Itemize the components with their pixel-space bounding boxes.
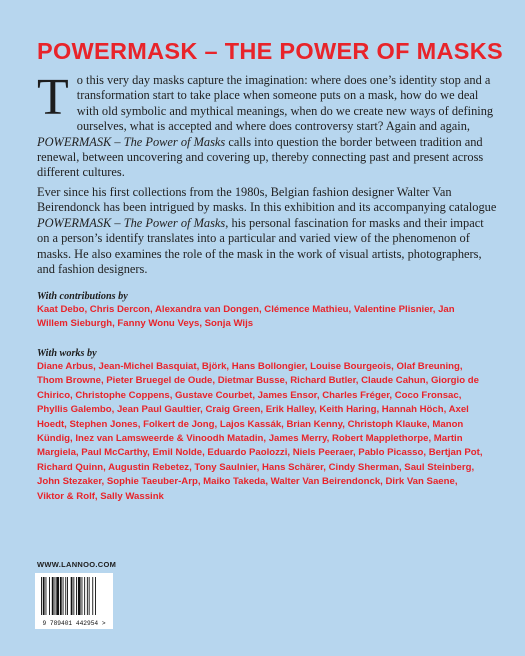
- works-label: With works by: [37, 348, 97, 359]
- contributions-names: Kaat Debo, Chris Dercon, Alexandra van Dongen, Clémence Mathieu, Valentine Plisnier, Jan Willem Sieburgh, Fanny Wonu Veys, Sonja Wijs: [37, 304, 455, 330]
- contributions-label: With contributions by: [37, 291, 128, 302]
- barcode-bars-icon: [35, 573, 113, 618]
- intro-text: o this very day masks capture the imagination: where does one’s identity stop and a transformation start to take place when someone puts on a mask, how do we deal with old symbolic and mythical meanings, when do we create new ways of defining ourselves, what is accepted and where does controversy start? Again and again,: [76, 73, 494, 134]
- publisher-url: WWW.LANNOO.COM: [37, 560, 117, 569]
- isbn-number: 9 789401 442954 >: [42, 620, 106, 627]
- drop-cap: T: [37, 69, 69, 126]
- intro-text-end: calls into question the border between tradition and renewal, between uncovering and covering up, thereby connecting past and present across different cultures.: [37, 134, 484, 180]
- designer-paragraph: [37, 185, 499, 277]
- intro-paragraph: [37, 69, 499, 181]
- designer-book-title: POWERMASK – The Power of Masks: [37, 215, 226, 230]
- barcode: [35, 573, 113, 629]
- works-names: Diane Arbus, Jean-Michel Basquiat, Björk, Hans Bollongier, Louise Bourgeois, Olaf Breuning, Thom Browne, Pieter Bruegel de Oude, Dietmar Busse, Richard Butler, Claude Cahun, Giorgio de Chirico, Christophe Coppens, Gustave Courbet, James Ensor, Charles Fréger, Coco Fronsac, Phyllis Galembo, Jean Paul Gaultier, Craig Green, Erik Halley, Keith Haring, Hannah Höch, Axel Hoedt, Stephen Jones, Folkert de Jong, Lajos Kassák, Brian Kenny, Christoph Klauke, Manon Kündig, Inez van Lamsweerde & Vinoodh Matadin, James Merry, Robert Mapplethorpe, Martin Margiela, Paul McCarthy, Emil Nolde, Eduardo Paolozzi, Niels Peeraer, Pablo Picasso, Bertjan Pot, Richard Quinn, Augustin Rebetez, Tony Saulnier, Hans Schärer, Cindy Sherman, Saul Steinberg, John Stezaker, Sophie Taeuber-Arp, Maiko Takeda, Walter Van Beirendonck, Dirk Van Saene, Viktor & Rolf, Sally Wassink: [37, 361, 483, 502]
- intro-book-title: POWERMASK – The Power of Masks: [37, 134, 226, 149]
- designer-text: Ever since his first collections from the 1980s, Belgian fashion designer Walter Van Beirendonck has been intrigued by masks. In this exhibition and its accompanying catalogue: [37, 185, 497, 215]
- page-title: POWERMASK – THE POWER OF MASKS: [37, 38, 503, 64]
- designer-text-end: , his personal fascination for masks and their impact on a person’s identify translates into a particular and varied view of the phenomenon of masks. He also examines the role of the mask in the work of visual artists, photographers, and fashion designers.: [37, 215, 484, 277]
